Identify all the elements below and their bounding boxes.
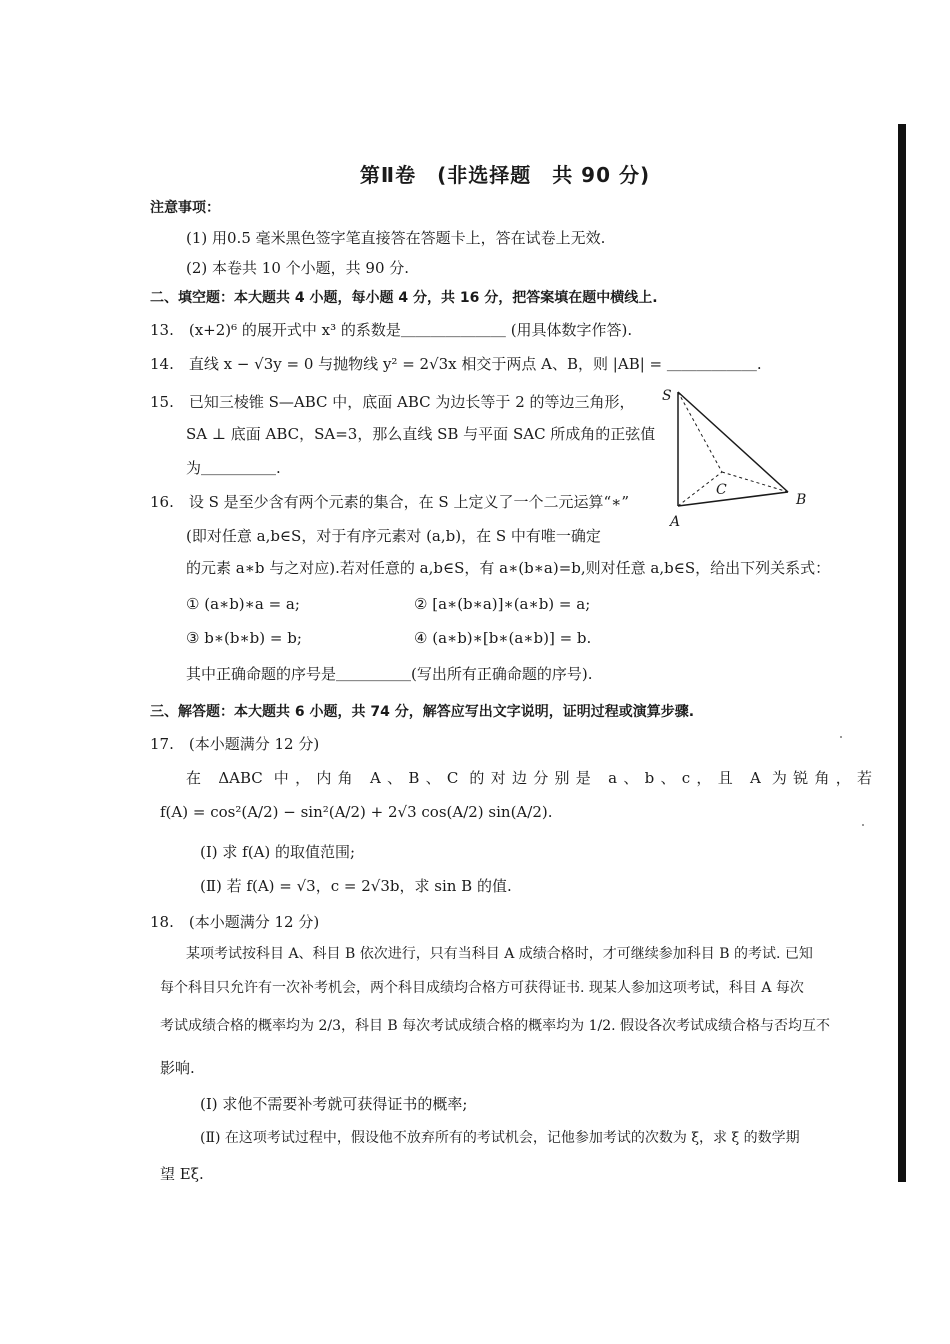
question-18-line-1: 某项考试按科目 A、科目 B 依次进行，只有当科目 A 成绩合格时，才可继续参加科目 B 的考试. 已知	[186, 946, 813, 962]
question-16-option-4: ④ (a∗b)∗[b∗(a∗b)] = b.	[414, 629, 592, 647]
question-18-part-2-line-1: (Ⅱ) 在这项考试过程中，假设他不放弃所有的考试机会，记他参加考试的次数为 ξ，求 ξ 的数学期	[200, 1130, 800, 1146]
question-15-line-1: 15. 已知三棱锥 S—ABC 中，底面 ABC 为边长等于 2 的等边三角形，	[150, 393, 635, 411]
edge-SC-hidden	[678, 392, 722, 472]
question-16-line-1: 16. 设 S 是至少含有两个元素的集合，在 S 上定义了一个二元运算“∗”	[150, 493, 630, 511]
question-16-option-2: ② [a∗(b∗a)]∗(a∗b) = a;	[414, 595, 591, 613]
section2-heading: 二、填空题：本大题共 4 小题，每小题 4 分，共 16 分，把答案填在题中横线上.	[150, 290, 658, 306]
scan-speck	[862, 824, 864, 826]
question-17-line-1: 在 ΔABC 中，内角 A、B、C 的对边分别是 a、b、c，且 A 为锐角，若	[186, 769, 872, 787]
label-C: C	[716, 482, 727, 498]
question-18-line-4: 影响.	[160, 1059, 195, 1077]
notice-item-1: (1) 用0.5 毫米黑色签字笔直接答在答题卡上，答在试卷上无效.	[186, 229, 606, 247]
label-S: S	[662, 388, 672, 404]
question-18-part-1: (Ⅰ) 求他不需要补考就可获得证书的概率;	[200, 1095, 468, 1113]
question-14: 14. 直线 x − √3y = 0 与抛物线 y² = 2√3x 相交于两点 A、B，则 |AB| = ＿＿＿＿＿＿.	[150, 355, 762, 373]
question-15-line-3: 为＿＿＿＿＿.	[186, 459, 281, 477]
question-16-option-3: ③ b∗(b∗b) = b;	[186, 629, 302, 647]
question-17-part-1: (Ⅰ) 求 f(A) 的取值范围;	[200, 843, 356, 861]
question-17-formula: f(A) = cos²(A/2) − sin²(A/2) + 2√3 cos(A/2) sin(A/2).	[160, 803, 553, 821]
section3-heading: 三、解答题：本大题共 6 小题，共 74 分，解答应写出文字说明，证明过程或演算步骤.	[150, 704, 695, 720]
question-16-line-3: 的元素 a∗b 与之对应).若对任意的 a,b∈S，有 a∗(b∗a)=b,则对任意 a,b∈S，给出下列关系式：	[186, 559, 831, 577]
notice-heading: 注意事项：	[150, 200, 220, 216]
question-16-answer-line: 其中正确命题的序号是＿＿＿＿＿(写出所有正确命题的序号).	[186, 665, 593, 683]
edge-SB	[678, 392, 788, 492]
edge-AB	[678, 492, 788, 506]
tetrahedron-figure	[660, 384, 820, 534]
question-18-line-2: 每个科目只允许有一次补考机会，两个科目成绩均合格方可获得证书. 现某人参加这项考试，科目 A 每次	[160, 980, 804, 996]
question-16-line-2: (即对任意 a,b∈S，对于有序元素对 (a,b)，在 S 中有唯一确定	[186, 527, 601, 545]
question-18-header: 18. (本小题满分 12 分)	[150, 913, 320, 931]
page-title: 第Ⅱ卷 (非选择题 共 90 分)	[359, 163, 651, 187]
scan-speck	[840, 736, 842, 738]
question-17-part-2: (Ⅱ) 若 f(A) = √3，c = 2√3b，求 sin B 的值.	[200, 877, 512, 895]
scan-edge-bar	[898, 124, 906, 1182]
question-18-part-2-line-2: 望 Eξ.	[160, 1165, 204, 1183]
label-B: B	[796, 492, 807, 508]
question-18-line-3: 考试成绩合格的概率均为 2/3，科目 B 每次考试成绩合格的概率均为 1/2. 假设各次考试成绩合格与否均互不	[160, 1018, 831, 1034]
question-15-line-2: SA ⊥ 底面 ABC，SA=3，那么直线 SB 与平面 SAC 所成角的正弦值	[186, 425, 656, 443]
question-13: 13. (x+2)⁶ 的展开式中 x³ 的系数是＿＿＿＿＿＿＿ (用具体数字作答).	[150, 321, 633, 339]
question-16-option-1: ① (a∗b)∗a = a;	[186, 595, 300, 613]
label-A: A	[670, 514, 681, 530]
notice-item-2: (2) 本卷共 10 个小题，共 90 分.	[186, 259, 410, 277]
question-17-header: 17. (本小题满分 12 分)	[150, 735, 320, 753]
